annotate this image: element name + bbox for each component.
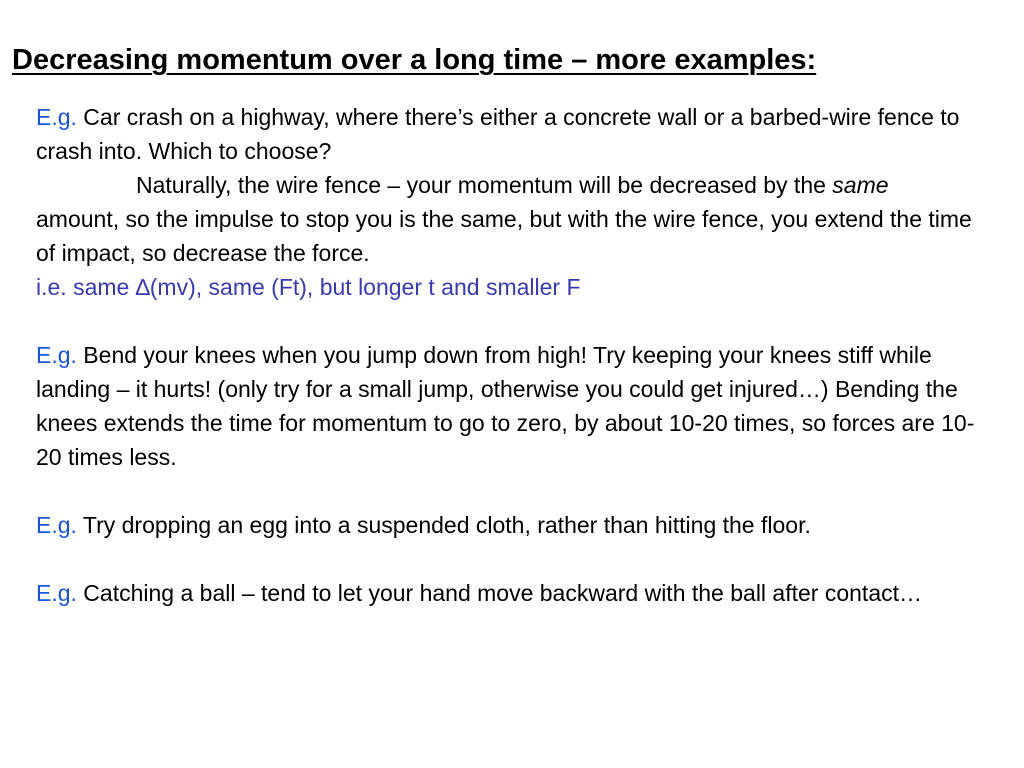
slide-title: Decreasing momentum over a long time – more examples: <box>12 44 817 76</box>
example-label: E.g. <box>36 104 77 130</box>
paragraph-gap <box>36 474 976 508</box>
example-car-crash-summary: i.e. same ∆(mv), same (Ft), but longer t and smaller F <box>36 274 581 300</box>
example-car-crash <box>36 100 976 168</box>
answer-text-pre: Naturally, the wire fence – your momentum will be decreased by the <box>136 172 833 198</box>
example-catching-ball <box>36 576 976 610</box>
example-text: Car crash on a highway, where there’s either a concrete wall or a barbed-wire fence to crash into. Which to choose? <box>36 104 960 164</box>
paragraph-gap <box>36 304 976 338</box>
example-text: Try dropping an egg into a suspended cloth, rather than hitting the floor. <box>76 512 811 538</box>
answer-emphasis: same <box>832 172 889 198</box>
slide-body <box>36 100 976 610</box>
answer-text-post: amount, so the impulse to stop you is the same, but with the wire fence, you extend the time of impact, so decrease the force. <box>36 206 972 266</box>
example-egg-drop <box>36 508 976 542</box>
example-text: Catching a ball – tend to let your hand move backward with the ball after contact… <box>76 580 923 606</box>
example-text: Bend your knees when you jump down from high! Try keeping your knees stiff while landing – it hurts! (only try for a small jump, otherwise you could get injured…) Bending the knees extends the time for momentum to go to zero, by about 10-20 times, so forces are 10-20 times less. <box>36 342 975 470</box>
example-label: E.g. <box>36 342 77 368</box>
example-label: E.g. <box>36 512 77 538</box>
example-bend-knees <box>36 338 976 474</box>
example-car-crash-answer <box>36 168 976 270</box>
paragraph-gap <box>36 542 976 576</box>
example-label: E.g. <box>36 580 77 606</box>
